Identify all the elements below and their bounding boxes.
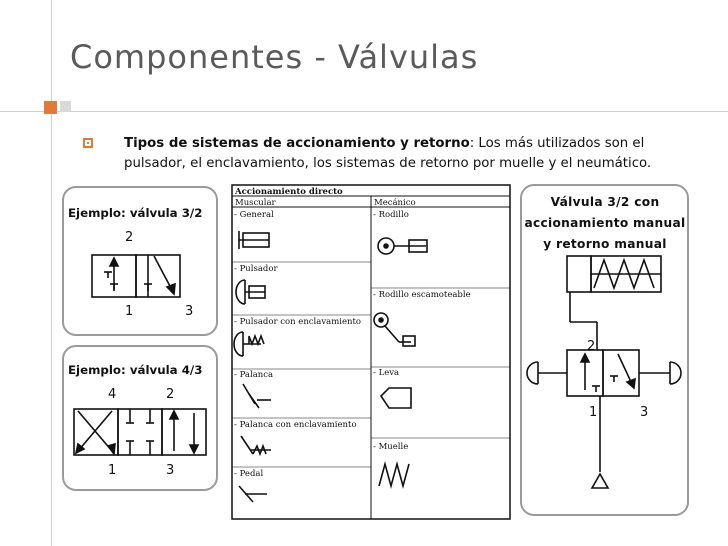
muscular-pulsador: - Pulsador xyxy=(234,264,278,274)
col-mecanico: Mecánico xyxy=(374,198,416,208)
actuation-table xyxy=(231,184,511,520)
bullet-bold: Tipos de sistemas de accionamiento y retorno xyxy=(124,136,470,151)
muscular-palanca: - Palanca xyxy=(234,370,274,380)
decorative-orange-square xyxy=(44,101,57,114)
right-port-3-label: 3 xyxy=(640,405,649,420)
decorative-grey-square xyxy=(60,101,71,112)
mecanico-rodillo: - Rodillo xyxy=(373,210,409,220)
example-3-2-label: Ejemplo: válvula 3/2 xyxy=(68,206,203,220)
valve-manual-title-line2: accionamiento manual xyxy=(524,216,686,230)
muscular-pedal: - Pedal xyxy=(234,469,264,479)
bullet-rest: : Los más utilizados son el pulsador, el enclavamiento, los sistemas de retorno por muelle y el neumático. xyxy=(124,136,652,171)
valve-3-2-symbol xyxy=(64,188,220,338)
slide-title: Componentes - Válvulas xyxy=(70,38,479,76)
muscular-general: - General xyxy=(234,210,274,220)
muscular-pulsador-enclav: - Pulsador con enclavamiento xyxy=(234,317,362,327)
example-3-2-box xyxy=(62,186,218,336)
table-header: Accionamiento directo xyxy=(235,187,343,197)
port-2-label: 2 xyxy=(125,230,134,245)
bullet-icon xyxy=(83,138,93,148)
muscular-palanca-enclav: - Palanca con enclavamiento xyxy=(234,420,357,430)
valve-4-3-symbol xyxy=(64,347,220,493)
decorative-vertical-line xyxy=(51,0,52,546)
port-1-label: 1 xyxy=(125,304,134,319)
mecanico-muelle: - Muelle xyxy=(373,442,409,452)
bullet-text xyxy=(124,134,704,174)
example-4-3-label: Ejemplo: válvula 4/3 xyxy=(68,363,203,377)
port-2-label: 2 xyxy=(166,387,175,402)
example-4-3-box xyxy=(62,345,218,491)
port-1-label: 1 xyxy=(108,463,117,478)
mecanico-leva: - Leva xyxy=(373,368,400,378)
valve-manual-title-line1: Válvula 3/2 con xyxy=(550,195,660,209)
port-3-label: 3 xyxy=(166,463,175,478)
port-4-label: 4 xyxy=(108,387,117,402)
mecanico-rodillo-escam: - Rodillo escamoteable xyxy=(373,290,471,300)
actuation-table-drawing xyxy=(231,184,511,520)
right-port-2-label: 2 xyxy=(587,339,596,354)
col-muscular: Muscular xyxy=(235,198,276,208)
decorative-horizontal-line xyxy=(0,111,728,112)
valve-manual-symbol xyxy=(520,246,689,516)
port-3-label: 3 xyxy=(185,304,194,319)
valve-manual-title-line3: y retorno manual xyxy=(543,237,667,251)
right-port-1-label: 1 xyxy=(589,405,598,420)
